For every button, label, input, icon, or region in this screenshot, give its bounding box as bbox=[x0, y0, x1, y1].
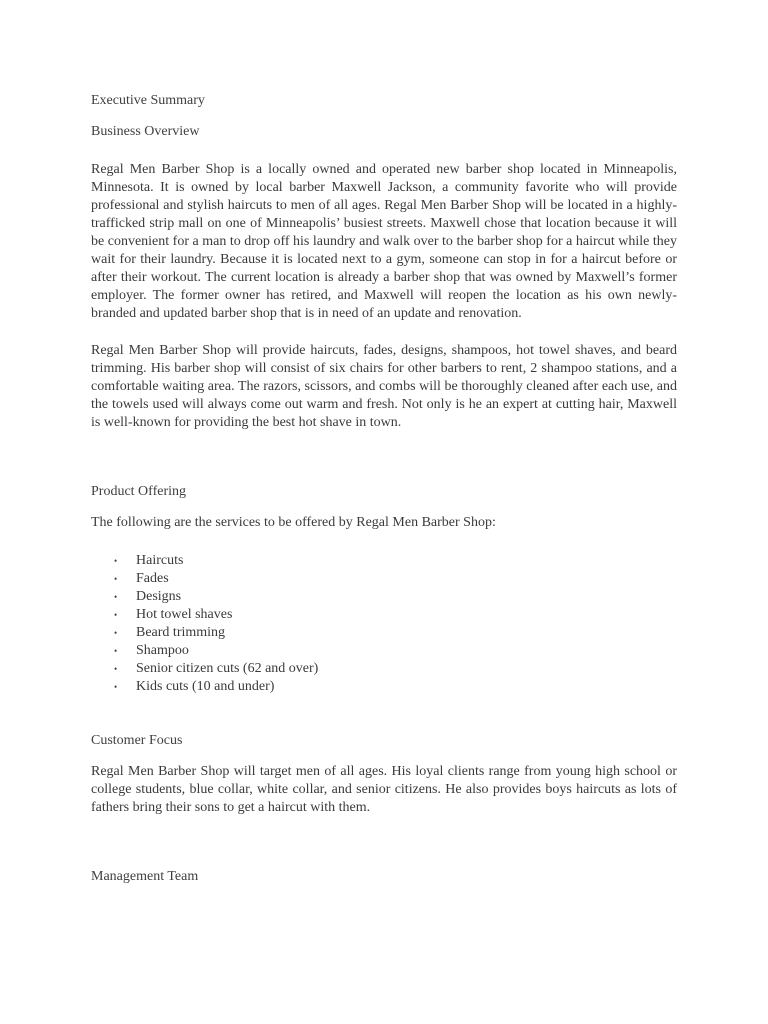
business-overview-heading: Business Overview bbox=[91, 124, 200, 139]
bullet-icon: • bbox=[114, 646, 118, 656]
list-item bbox=[91, 588, 677, 606]
service-label: Senior citizen cuts (62 and over) bbox=[136, 661, 319, 676]
service-label: Fades bbox=[136, 571, 169, 586]
bullet-icon: • bbox=[114, 610, 118, 620]
bullet-icon: • bbox=[114, 628, 118, 638]
product-offering-intro: The following are the services to be offered by Regal Men Barber Shop: bbox=[91, 515, 496, 530]
management-team-heading: Management Team bbox=[91, 869, 199, 884]
bullet-icon: • bbox=[114, 682, 118, 692]
services-list bbox=[91, 552, 677, 696]
service-label: Hot towel shaves bbox=[136, 607, 233, 622]
service-label: Haircuts bbox=[136, 553, 184, 568]
list-item bbox=[91, 624, 677, 642]
list-item bbox=[91, 552, 677, 570]
list-item bbox=[91, 606, 677, 624]
list-item bbox=[91, 642, 677, 660]
business-overview-paragraph-1: Regal Men Barber Shop is a locally owned and operated new barber shop located in Minneapolis, Minnesota. It is owned by local barber Maxwell Jackson, a community favorite who will provide professional and stylish haircuts to men of all ages. Regal Men Barber Shop will be located in a highly-trafficked strip mall on one of Minneapolis’ busiest streets. Maxwell chose that location because it will be convenient for a man to drop off his laundry and walk over to the barber shop for a haircut while they wait for their laundry. Because it is located next to a gym, someone can stop in for a haircut before or after their workout. The current location is already a barber shop that was owned by Maxwell’s former employer. The former owner has retired, and Maxwell will reopen the location as his own newly-branded and updated barber shop that is in need of an update and renovation. bbox=[91, 162, 677, 321]
bullet-icon: • bbox=[114, 574, 118, 584]
customer-focus-heading: Customer Focus bbox=[91, 733, 183, 748]
document-page bbox=[91, 92, 677, 886]
service-label: Shampoo bbox=[136, 643, 189, 658]
service-label: Beard trimming bbox=[136, 625, 226, 640]
list-item bbox=[91, 570, 677, 588]
product-offering-heading: Product Offering bbox=[91, 484, 186, 499]
executive-summary-heading: Executive Summary bbox=[91, 93, 205, 108]
bullet-icon: • bbox=[114, 592, 118, 602]
list-item bbox=[91, 678, 677, 696]
service-label: Designs bbox=[136, 589, 182, 604]
business-overview-paragraph-2: Regal Men Barber Shop will provide haircuts, fades, designs, shampoos, hot towel shaves, and beard trimming. His barber shop will consist of six chairs for other barbers to rent, 2 shampoo stations, and a comfortable waiting area. The razors, scissors, and combs will be thoroughly cleaned after each use, and the towels used will always come out warm and fresh. Not only is he an expert at cutting hair, Maxwell is well-known for providing the best hot shave in town. bbox=[91, 343, 677, 430]
list-item bbox=[91, 660, 677, 678]
customer-focus-paragraph: Regal Men Barber Shop will target men of all ages. His loyal clients range from young high school or college students, blue collar, white collar, and senior citizens. He also provides boys haircuts as lots of fathers bring their sons to get a haircut with them. bbox=[91, 764, 677, 815]
service-label: Kids cuts (10 and under) bbox=[136, 679, 275, 694]
bullet-icon: • bbox=[114, 664, 118, 674]
bullet-icon: • bbox=[114, 556, 118, 566]
